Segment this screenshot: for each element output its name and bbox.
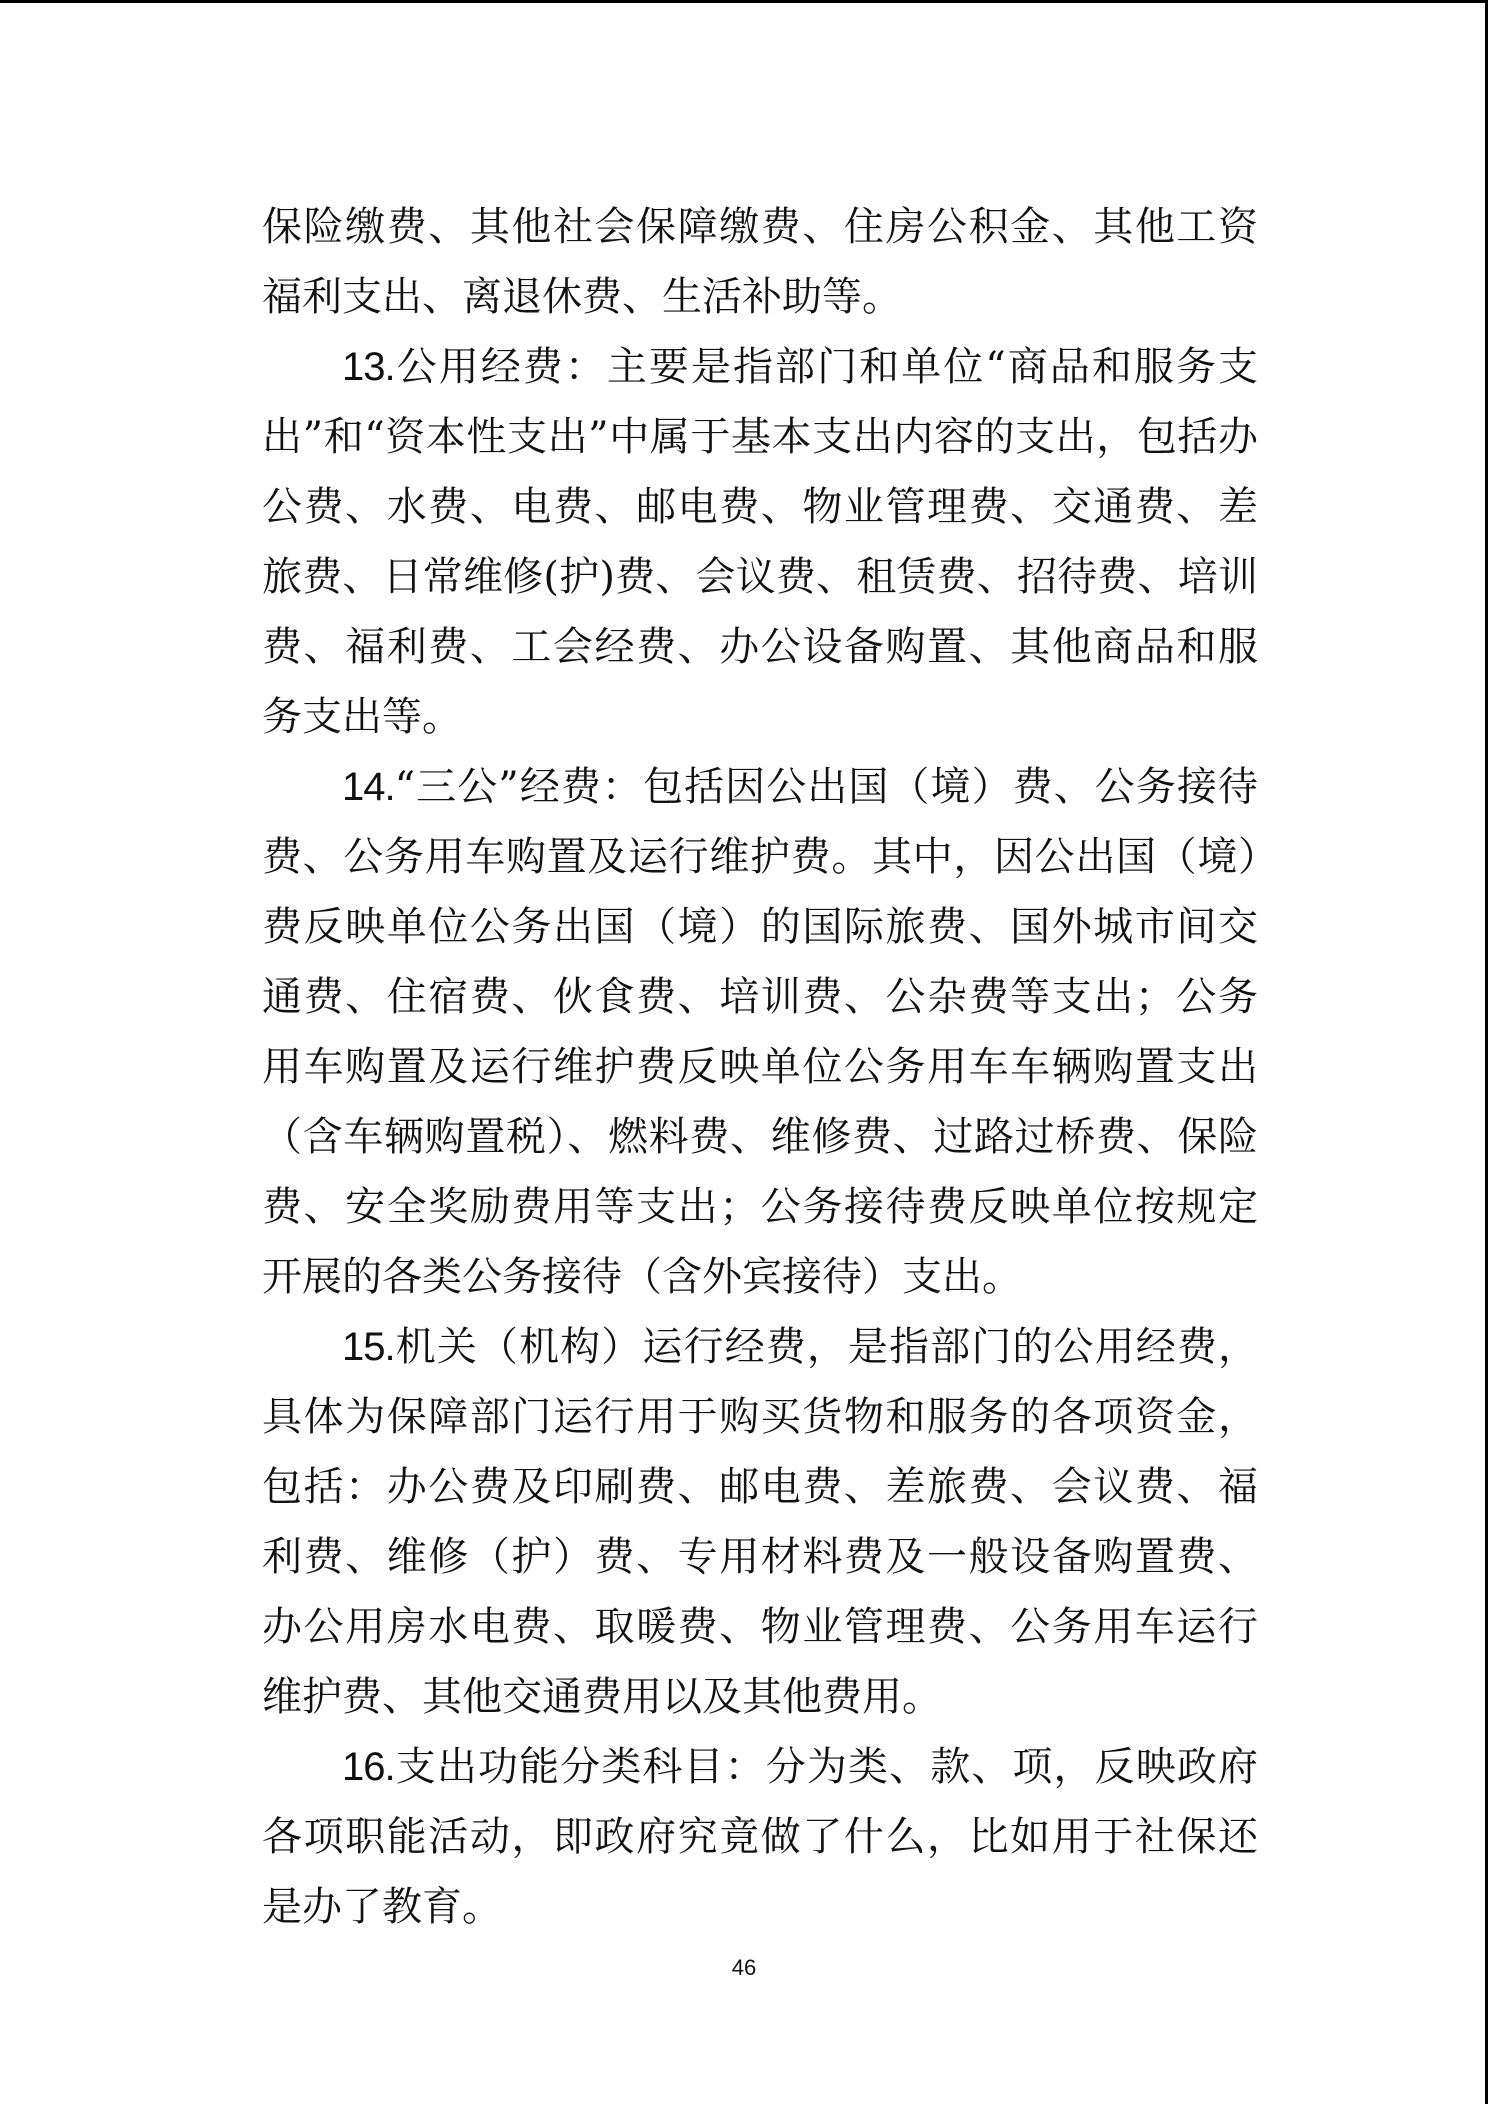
paragraph-text: 机关（机构）运行经费，是指部门的公用经费，具体为保障部门运行用于购买货物和服务的各项资金，包括：办公费及印刷费、邮电费、差旅费、会议费、福利费、维修（护）费、专用材料费及一般设备购置费、办公用房水电费、取暖费、物业管理费、公务用车运行维护费、其他交通费用以及其他费用。 <box>262 1324 1258 1720</box>
page-border-top <box>0 0 1488 3</box>
paragraph-item-15 <box>262 1312 1258 1732</box>
paragraph-text: 支出功能分类科目：分为类、款、项，反映政府各项职能活动，即政府究竟做了什么，比如用于社保还是办了教育。 <box>262 1744 1258 1930</box>
paragraph-item-14 <box>262 752 1258 1312</box>
paragraph-number: 16. <box>342 1745 395 1789</box>
paragraph-text: “三公”经费：包括因公出国（境）费、公务接待费、公务用车购置及运行维护费。其中，因公出国（境）费反映单位公务出国（境）的国际旅费、国外城市间交通费、住宿费、伙食费、培训费、公杂费等支出；公务用车购置及运行维护费反映单位公务用车车辆购置支出（含车辆购置税）、燃料费、维修费、过路过桥费、保险费、安全奖励费用等支出；公务接待费反映单位按规定开展的各类公务接待（含外宾接待）支出。 <box>262 764 1258 1300</box>
paragraph-item-16 <box>262 1732 1258 1942</box>
paragraph-number: 13. <box>342 345 395 389</box>
paragraph-number: 14. <box>342 765 395 809</box>
paragraph-item-13 <box>262 332 1258 752</box>
paragraph-number: 15. <box>342 1325 395 1369</box>
page-number: 46 <box>731 1955 757 1980</box>
paragraph-text: 保险缴费、其他社会保障缴费、住房公积金、其他工资福利支出、离退休费、生活补助等。 <box>262 204 1258 320</box>
paragraph-text: 公用经费：主要是指部门和单位“商品和服务支出”和“资本性支出”中属于基本支出内容的支出，包括办公费、水费、电费、邮电费、物业管理费、交通费、差旅费、日常维修(护)费、会议费、租赁费、招待费、培训费、福利费、工会经费、办公设备购置、其他商品和服务支出等。 <box>262 344 1258 740</box>
paragraph-continuation <box>262 192 1258 332</box>
document-body <box>262 192 1258 1942</box>
